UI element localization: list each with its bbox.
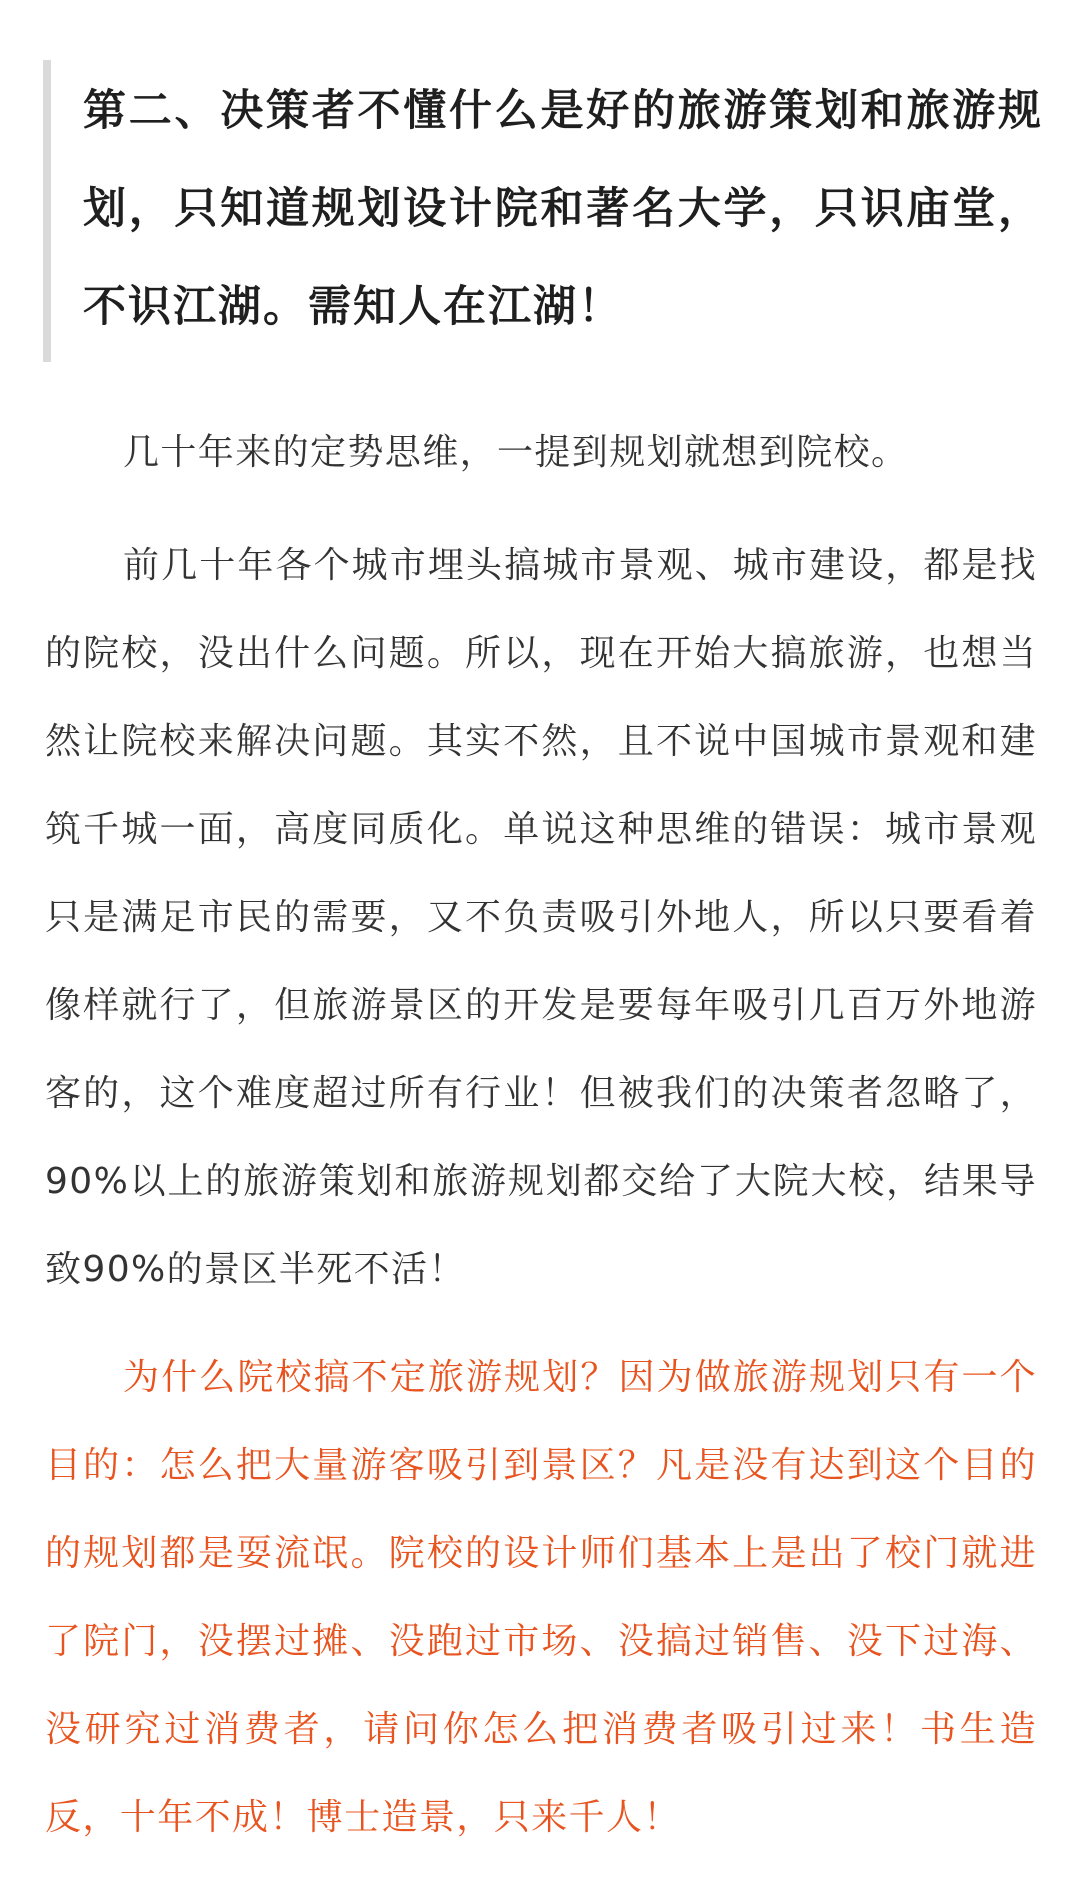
quote-heading: 第二、决策者不懂什么是好的旅游策划和旅游规划，只知道规划设计院和著名大学，只识庙堂，不识江湖。需知人在江湖！	[83, 86, 1043, 332]
paragraph-intro: 几十年来的定势思维，一提到规划就想到院校。	[123, 432, 909, 473]
paragraph-body: 前几十年各个城市埋头搞城市景观、城市建设，都是找的院校，没出什么问题。所以，现在开始大搞旅游，也想当然让院校来解决问题。其实不然，且不说中国城市景观和建筑千城一面，高度同质化。单说这种思维的错误：城市景观只是满足市民的需要，又不负责吸引外地人，所以只要看着像样就行了，但旅游景区的开发是要每年吸引几百万外地游客的，这个难度超过所有行业！但被我们的决策者忽略了，90%以上的旅游策划和旅游规划都交给了大院大校，结果导致90%的景区半死不活！	[45, 545, 1037, 1290]
blockquote	[43, 60, 1043, 362]
paragraph-highlight: 为什么院校搞不定旅游规划？因为做旅游规划只有一个目的：怎么把大量游客吸引到景区？凡是没有达到这个目的的规划都是耍流氓。院校的设计师们基本上是出了校门就进了院门，没摆过摊、没跑过市场、没搞过销售、没下过海、没研究过消费者，请问你怎么把消费者吸引过来！书生造反，十年不成！博士造景，只来千人！	[45, 1357, 1037, 1838]
